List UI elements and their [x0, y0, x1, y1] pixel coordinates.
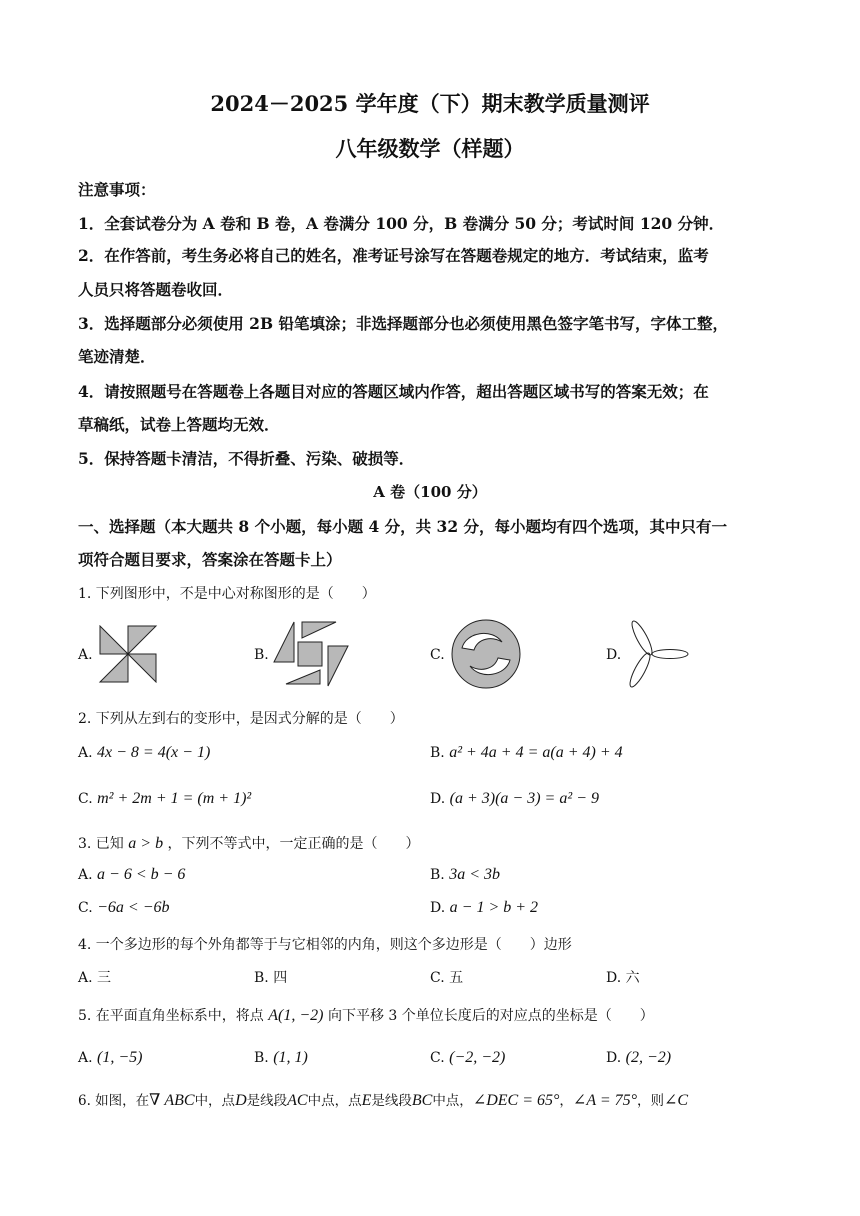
notice-line: 人员只将答题卷收回．: [78, 280, 234, 299]
option-label: C.: [430, 1050, 445, 1066]
stem-math: ∠DEC = 65°: [472, 1092, 560, 1109]
notice-line: 笔迹清楚．: [78, 347, 156, 366]
q5-stem: [78, 1005, 654, 1025]
option-label: B.: [430, 867, 445, 883]
option-label: B.: [430, 745, 445, 761]
stem-text: ，下列不等式中，一定正确的是（ ）: [167, 836, 420, 852]
option-expression: 4x − 8 = 4(x − 1): [97, 744, 211, 761]
q3-stem: [78, 833, 420, 853]
three-petal-figure: [620, 618, 692, 690]
q4-option-d: D. 六: [606, 970, 640, 986]
q5-option-c: [430, 1049, 505, 1067]
q1-option-b-label: B.: [254, 647, 269, 663]
q1-option-d-label: D.: [606, 647, 622, 663]
triangles-square-figure: [272, 618, 350, 690]
q4-option-b: B. 四: [254, 970, 288, 986]
stem-text: 中点，点: [307, 1093, 362, 1109]
stem-math: a > b: [128, 835, 164, 852]
stem-math: BC: [411, 1092, 433, 1109]
stem-text: 中，点: [194, 1093, 236, 1109]
q5-option-d: [606, 1049, 671, 1067]
stem-math: D: [235, 1092, 247, 1109]
option-label: D.: [430, 900, 446, 916]
q2-option-d: [430, 790, 599, 808]
q3-option-d: [430, 899, 538, 917]
notice-line: 草稿纸，试卷上答题均无效．: [78, 415, 280, 434]
q4-option-c: C. 五: [430, 970, 464, 986]
part1-instruction: 项符合题目要求，答案涂在答题卡上）: [78, 550, 342, 569]
stem-text: 是线段: [371, 1093, 412, 1109]
section-a-heading: A 卷（100 分）: [373, 483, 487, 501]
option-expression: (1, 1): [273, 1049, 308, 1066]
q1-option-c-label: C.: [430, 647, 445, 663]
stem-text: 是线段: [246, 1093, 288, 1109]
notice-line: 5．保持答题卡清洁，不得折叠、污染、破损等．: [78, 449, 415, 468]
q5-option-a: [78, 1049, 142, 1067]
page-title: 2024－2025 学年度（下）期末教学质量测评: [210, 91, 650, 116]
option-label: A.: [78, 867, 93, 883]
stem-math: E: [361, 1092, 372, 1109]
q2-option-b: [430, 744, 623, 762]
stem-text: 6. 如图，在: [78, 1093, 150, 1109]
option-expression: (1, −5): [97, 1049, 143, 1066]
q2-option-c: [78, 790, 251, 808]
q1-stem: 1. 下列图形中，不是中心对称图形的是（ ）: [78, 586, 376, 602]
notice-line: 1．全套试卷分为 A 卷和 B 卷，A 卷满分 100 分，B 卷满分 50 分；考试时间 120 分钟．: [78, 214, 725, 233]
stem-text: 向下平移 3 个单位长度后的对应点的坐标是（ ）: [327, 1008, 654, 1024]
stem-math: A(1, −2): [268, 1007, 324, 1024]
option-label: A.: [78, 1050, 93, 1066]
option-expression: m² + 2m + 1 = (m + 1)²: [97, 790, 252, 807]
stem-text: 中点，: [432, 1093, 473, 1109]
stem-math: ∠A = 75°: [572, 1092, 638, 1109]
q4-stem: 4. 一个多边形的每个外角都等于与它相邻的内角，则这个多边形是（ ）边形: [78, 937, 572, 953]
stem-math: ∠C: [664, 1092, 689, 1109]
option-label: B.: [254, 1050, 269, 1066]
part1-instruction: 一、选择题（本大题共 8 个小题，每小题 4 分，共 32 分，每小题均有四个选项，其中只有一: [78, 517, 728, 536]
notice-line: 4．请按照题号在答题卷上各题目对应的答题区域内作答，超出答题区域书写的答案无效；在: [78, 382, 709, 401]
option-expression: a − 6 < b − 6: [97, 866, 186, 883]
q3-option-b: [430, 866, 500, 884]
stem-math: AC: [287, 1092, 308, 1109]
notice-heading: 注意事项：: [78, 180, 156, 199]
option-expression: (−2, −2): [449, 1049, 506, 1066]
option-expression: a² + 4a + 4 = a(a + 4) + 4: [449, 744, 623, 761]
q6-stem: [78, 1089, 688, 1110]
page-subtitle: 八年级数学（样题）: [335, 136, 525, 161]
option-expression: −6a < −6b: [97, 899, 170, 916]
stem-math: ∇ ABC: [149, 1092, 195, 1109]
pinwheel-figure: [98, 625, 158, 683]
stem-text: ，则: [637, 1093, 665, 1109]
stem-text: 3. 已知: [78, 836, 124, 852]
q2-option-a: [78, 744, 210, 762]
q3-option-a: [78, 866, 185, 884]
stem-text: 5. 在平面直角坐标系中，将点: [78, 1008, 264, 1024]
option-label: C.: [78, 791, 93, 807]
stem-text: ，: [559, 1093, 573, 1109]
q1-option-a-label: A.: [78, 647, 93, 663]
option-expression: a − 1 > b + 2: [449, 899, 539, 916]
q4-option-a: A. 三: [78, 970, 112, 986]
option-expression: (a + 3)(a − 3) = a² − 9: [449, 790, 599, 807]
notice-line: 2．在作答前，考生务必将自己的姓名，准考证号涂写在答题卷规定的地方．考试结束，监考: [78, 246, 709, 265]
option-expression: 3a < 3b: [449, 866, 500, 883]
option-label: A.: [78, 745, 93, 761]
option-expression: (2, −2): [625, 1049, 672, 1066]
q3-option-c: [78, 899, 170, 917]
notice-line: 3．选择题部分必须使用 2B 铅笔填涂；非选择题部分也必须使用黑色签字笔书写，字体工整，: [78, 314, 728, 333]
option-label: D.: [430, 791, 446, 807]
q2-stem: 2. 下列从左到右的变形中，是因式分解的是（ ）: [78, 711, 404, 727]
option-label: C.: [78, 900, 93, 916]
option-label: D.: [606, 1050, 622, 1066]
q5-option-b: [254, 1049, 308, 1067]
swirl-circle-figure: [448, 618, 524, 690]
